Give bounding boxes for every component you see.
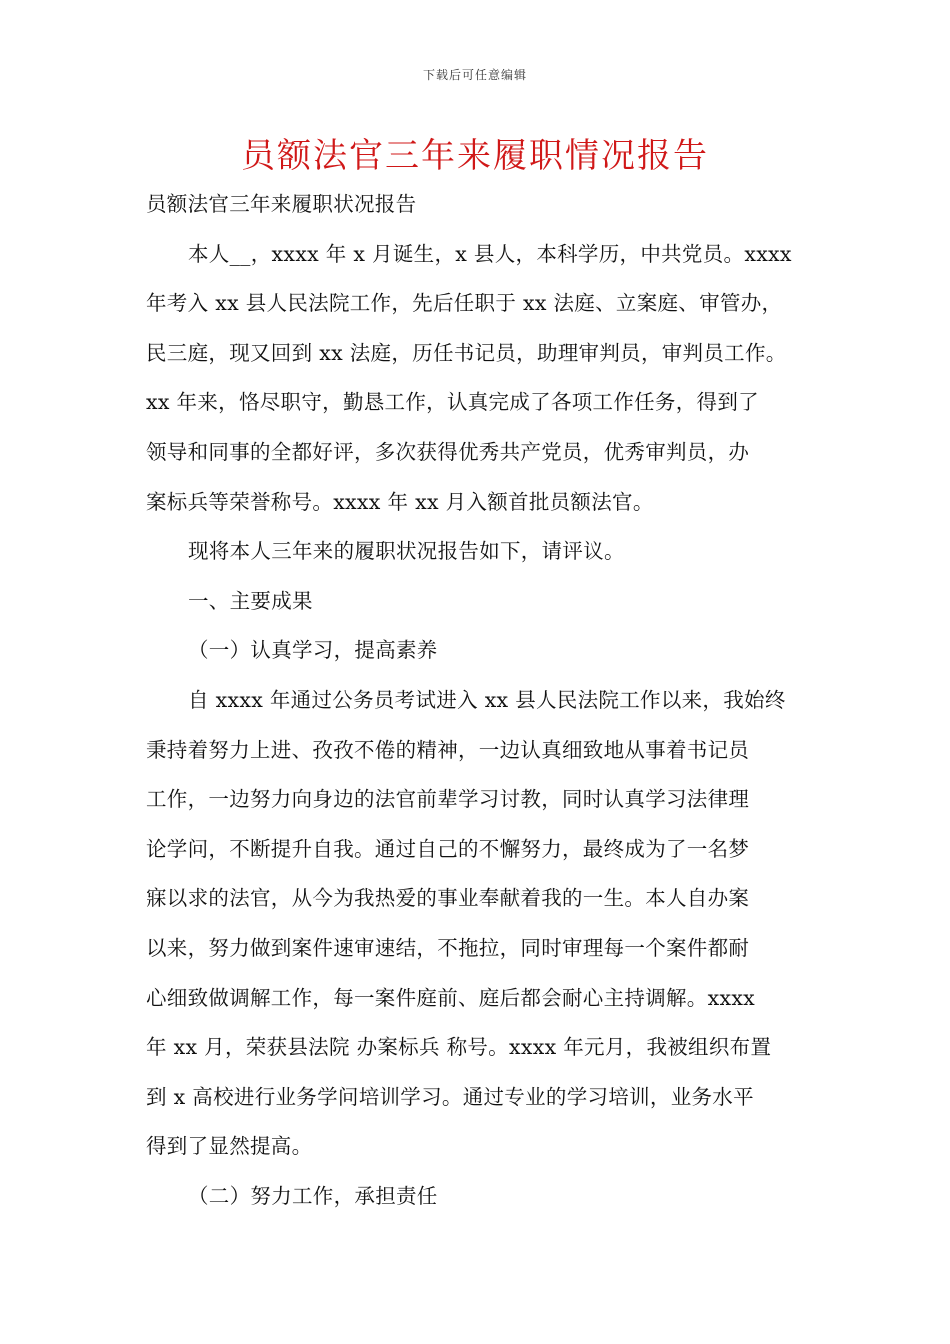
paragraph-line: 到 x 高校进行业务学问培训学习。通过专业的学习培训，业务水平 [146, 1084, 754, 1109]
paragraph-line: 工作，一边努力向身边的法官前辈学习讨教，同时认真学习法律理 [146, 787, 750, 812]
paragraph-line: 民三庭，现又回到 xx 法庭，历任书记员，助理审判员，审判员工作。 [146, 340, 787, 365]
subsection-heading: （二）努力工作，承担责任 [188, 1183, 438, 1208]
paragraph-line: 得到了显然提高。 [146, 1134, 313, 1159]
paragraph-line: xx 年来，恪尽职守，勤恳工作，认真完成了各项工作任务，得到了 [146, 390, 759, 415]
paragraph-line: 寐以求的法官，从今为我热爱的事业奉献着我的一生。本人自办案 [146, 886, 750, 911]
header-note: 下载后可任意编辑 [422, 68, 527, 82]
document-title: 员额法官三年来履职情况报告 [241, 136, 709, 176]
section-heading: 一、主要成果 [188, 588, 313, 613]
paragraph-line: 年 xx 月，荣获县法院 办案标兵 称号。xxxx 年元月，我被组织布置 [146, 1035, 772, 1060]
paragraph-line: 本人__，xxxx 年 x 月诞生，x 县人，本科学历，中共党员。xxxx [188, 241, 792, 266]
paragraph-line: 秉持着努力上进、孜孜不倦的精神，一边认真细致地从事着书记员 [146, 737, 750, 762]
paragraph-line: 案标兵等荣誉称号。xxxx 年 xx 月入额首批员额法官。 [146, 489, 654, 514]
subtitle-line: 员额法官三年来履职状况报告 [146, 192, 417, 216]
paragraph-line: 领导和同事的全都好评，多次获得优秀共产党员，优秀审判员，办 [146, 439, 750, 464]
paragraph-line: 现将本人三年来的履职状况报告如下，请评议。 [188, 539, 625, 564]
paragraph-line: 年考入 xx 县人民法院工作，先后任职于 xx 法庭、立案庭、审管办， [146, 291, 783, 316]
paragraph-line: 以来，努力做到案件速审速结，不拖拉，同时审理每一个案件都耐 [146, 935, 750, 960]
subsection-heading: （一）认真学习，提高素养 [188, 638, 438, 663]
paragraph-line: 心细致做调解工作，每一案件庭前、庭后都会耐心主持调解。xxxx [146, 985, 756, 1010]
paragraph-line: 论学问，不断提升自我。通过自己的不懈努力，最终成为了一名梦 [146, 836, 750, 861]
document-body [146, 180, 806, 1221]
paragraph-line: 自 xxxx 年通过公务员考试进入 xx 县人民法院工作以来，我始终 [188, 687, 786, 712]
